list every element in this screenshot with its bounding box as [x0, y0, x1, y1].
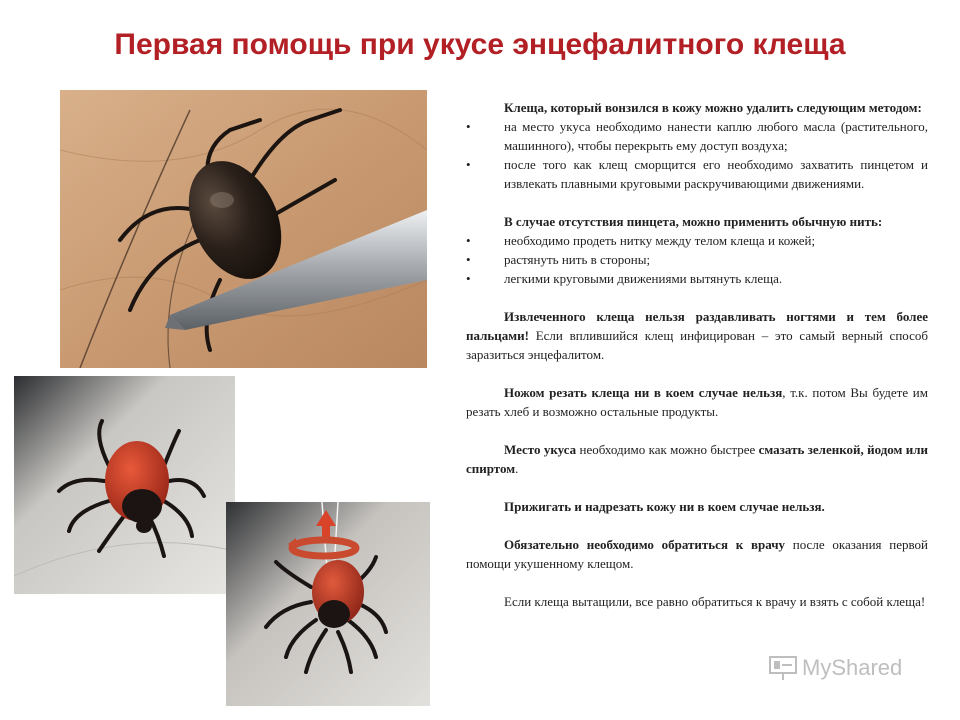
tick-on-skin-photo	[14, 376, 235, 594]
presentation-icon	[768, 655, 798, 681]
list-item: • легкими круговыми движениями вытянуть клеща.	[466, 271, 783, 286]
bullet: •	[466, 157, 471, 172]
bullet: •	[466, 233, 471, 248]
instructions-text	[466, 98, 928, 611]
block4-paragraph: Ножом резать клеща ни в коем случае нельзя, т.к. потом Вы будете им резать хлеб и возможно остальные продукты.	[466, 385, 928, 419]
block2-heading: В случае отсутствия пинцета, можно применить обычную нить:	[504, 214, 883, 229]
block8-paragraph: Если клеща вытащили, все равно обратиться к врачу и взять с собой клеща!	[504, 594, 926, 609]
tick-thread-photo	[226, 502, 430, 706]
watermark	[768, 655, 902, 681]
page-title: Первая помощь при укусе энцефалитного клеща	[114, 28, 846, 61]
block5-paragraph: Место укуса необходимо как можно быстрее смазать зеленкой, йодом или спиртом.	[466, 442, 928, 476]
list-item: • растянуть нить в стороны;	[466, 252, 651, 267]
list-item: • после того как клещ сморщится его необходимо захватить пинцетом и извлекать плавными круговыми раскручивающими движениями.	[466, 157, 928, 191]
bullet: •	[466, 252, 471, 267]
block3-paragraph: Извлеченного клеща нельзя раздавливать ногтями и тем более пальцами! Если вплившийся клещ инфицирован – это самый верный способ заразиться энцефалитом.	[466, 309, 928, 362]
block1-heading: Клеща, который вонзился в кожу можно удалить следующим методом:	[504, 100, 922, 115]
watermark-text: MyShared	[802, 655, 903, 680]
block6-paragraph: Прижигать и надрезать кожу ни в коем случае нельзя.	[504, 499, 825, 514]
bullet: •	[466, 271, 471, 286]
tick-tweezers-photo	[60, 90, 427, 368]
bullet: •	[466, 119, 471, 134]
list-item: • на место укуса необходимо нанести каплю любого масла (растительного, машинного), чтобы перекрыть ему доступ воздуха;	[466, 119, 928, 153]
block7-paragraph: Обязательно необходимо обратиться к врачу после оказания первой помощи укушенному клещом.	[466, 537, 928, 571]
list-item: • необходимо продеть нитку между телом клеща и кожей;	[466, 233, 816, 248]
